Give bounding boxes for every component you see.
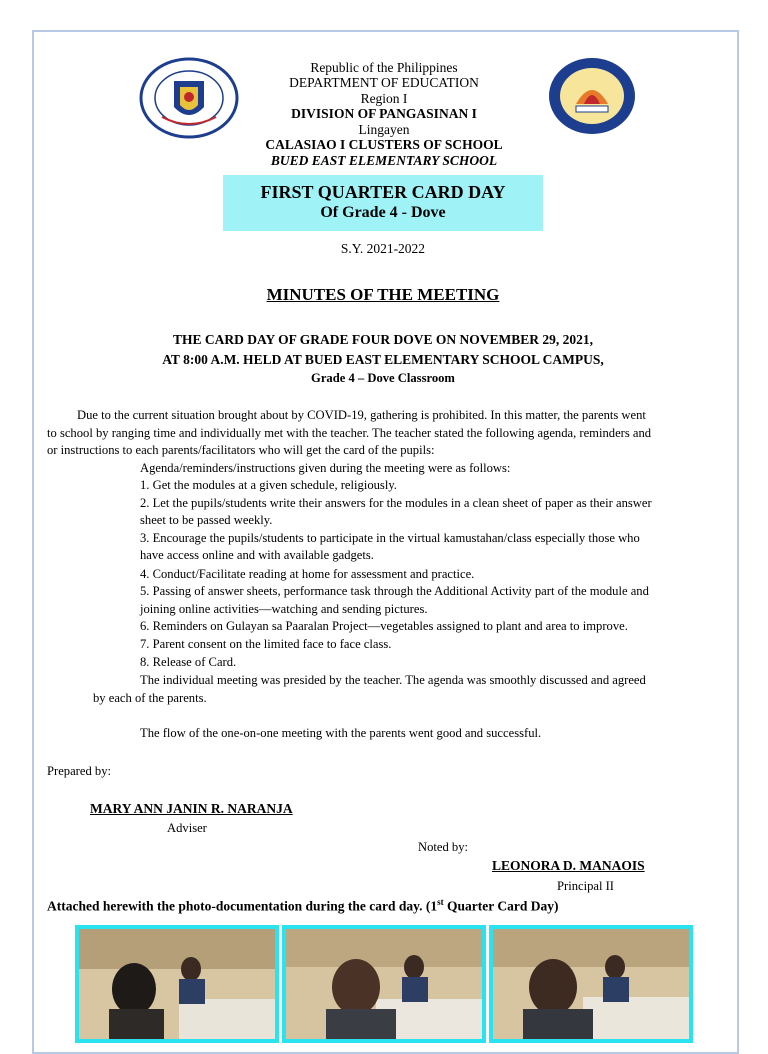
deped-seal-icon <box>138 57 240 139</box>
attachment-note <box>47 897 559 915</box>
agenda-item: 2. Let the pupils/students write their answers for the modules in a clean sheet of paper as their answer <box>140 496 652 510</box>
agenda-item-cont: have access online and with available gadgets. <box>140 548 374 562</box>
header-cluster: CALASIAO I CLUSTERS OF SCHOOL <box>265 137 503 152</box>
header-lingayen: Lingayen <box>358 122 410 137</box>
agenda-item-cont: sheet to be passed weekly. <box>140 513 273 527</box>
preparer-name: MARY ANN JANIN R. NARANJA <box>90 801 293 816</box>
event-line-2: AT 8:00 A.M. HELD AT BUED EAST ELEMENTARY SCHOOL CAMPUS, <box>162 352 604 367</box>
header-department: DEPARTMENT OF EDUCATION <box>289 75 479 90</box>
agenda-item: 7. Parent consent on the limited face to face class. <box>140 637 392 651</box>
event-line-1: THE CARD DAY OF GRADE FOUR DOVE ON NOVEMBER 29, 2021, <box>172 332 594 347</box>
intro-line-1: Due to the current situation brought about by COVID-19, gathering is prohibited. In this matter, the parents went <box>77 408 646 422</box>
agenda-intro: Agenda/reminders/instructions given during the meeting were as follows: <box>140 461 511 475</box>
title-box <box>223 175 543 231</box>
noter-name: LEONORA D. MANAOIS <box>492 858 645 873</box>
preparer-title: Adviser <box>167 821 207 835</box>
noted-by-label: Noted by: <box>418 840 469 854</box>
intro-line-2: to school by ranging time and individually met with the teacher. The teacher stated the following agenda, reminders and <box>47 426 652 440</box>
school-year: S.Y. 2021-2022 <box>340 241 426 256</box>
header-division: DIVISION OF PANGASINAN I <box>291 106 477 121</box>
event-line-3: Grade 4 – Dove Classroom <box>311 371 455 385</box>
attachment-text: Attached herewith the photo-documentation during the card day. (1 <box>47 898 438 914</box>
header-republic: Republic of the Philippines <box>310 60 458 75</box>
agenda-item-cont: joining online activities—watching and sending pictures. <box>140 602 428 616</box>
documentation-photo <box>75 925 279 1043</box>
noter-title: Principal II <box>557 879 615 893</box>
header-school: BUED EAST ELEMENTARY SCHOOL <box>270 153 498 168</box>
intro-line-3: or instructions to each parents/facilitators who will get the card of the pupils: <box>47 443 435 457</box>
agenda-item: 6. Reminders on Gulayan sa Paaralan Project—vegetables assigned to plant and area to improve. <box>140 619 628 633</box>
agenda-item: 5. Passing of answer sheets, performance task through the Additional Activity part of the module and <box>140 584 649 598</box>
title-sub: Of Grade 4 - Dove <box>320 204 446 221</box>
closing-line-2: by each of the parents. <box>93 691 207 705</box>
division-seal-icon <box>546 56 638 136</box>
attachment-text-end: Quarter Card Day) <box>443 898 559 914</box>
documentation-photo <box>282 925 486 1043</box>
prepared-by-label: Prepared by: <box>47 764 111 778</box>
header-region: Region I <box>360 91 408 106</box>
documentation-photo <box>489 925 693 1043</box>
agenda-item: 8. Release of Card. <box>140 655 237 669</box>
title-main: FIRST QUARTER CARD DAY <box>260 182 506 202</box>
minutes-title: MINUTES OF THE MEETING <box>266 285 500 304</box>
closing-line-3: The flow of the one-on-one meeting with the parents went good and successful. <box>140 726 542 740</box>
closing-line-1: The individual meeting was presided by the teacher. The agenda was smoothly discussed and agreed <box>140 673 646 687</box>
attachment-sup: st <box>437 897 444 907</box>
agenda-item: 1. Get the modules at a given schedule, religiously. <box>140 478 397 492</box>
agenda-item: 4. Conduct/Facilitate reading at home for assessment and practice. <box>140 567 475 581</box>
agenda-item: 3. Encourage the pupils/students to participate in the virtual kamustahan/class especially those who <box>140 531 640 545</box>
